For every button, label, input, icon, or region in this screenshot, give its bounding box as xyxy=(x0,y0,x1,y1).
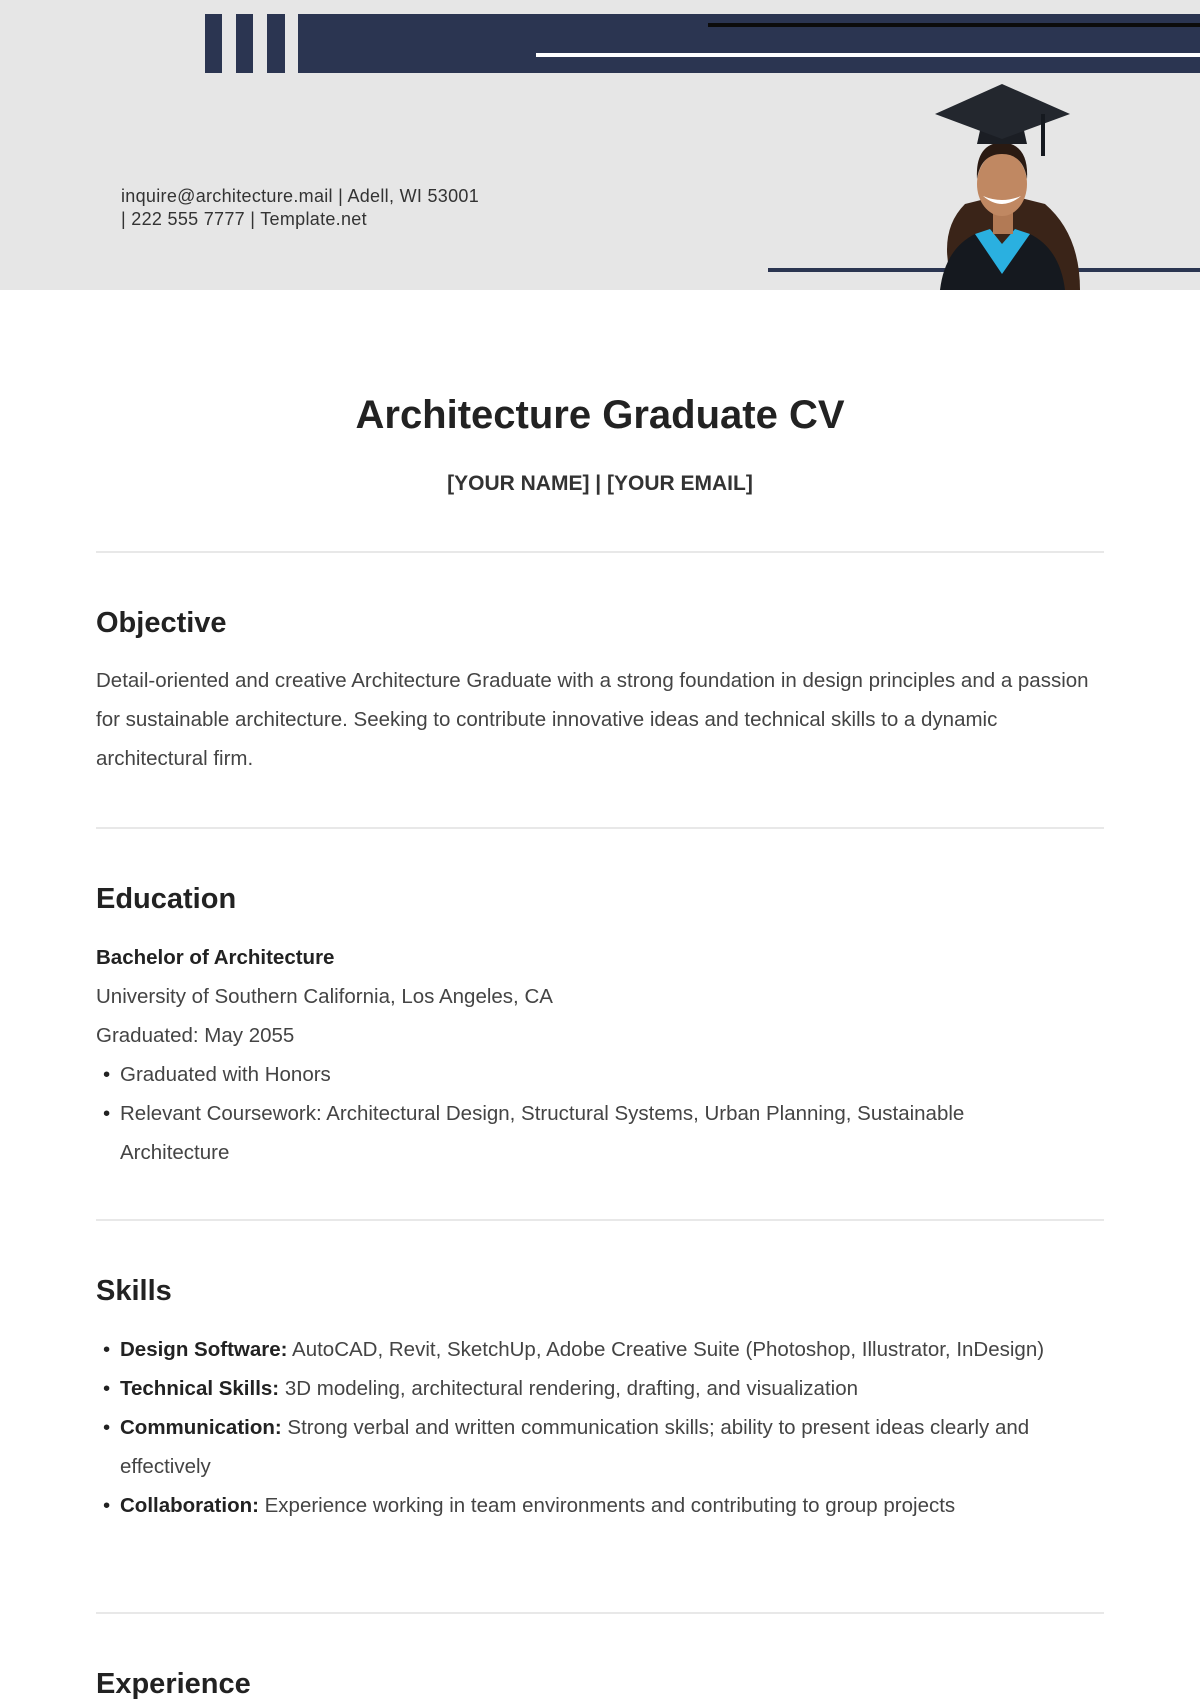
decorative-bar xyxy=(267,14,285,73)
objective-text: Detail-oriented and creative Architecture Graduate with a strong foundation in design principles and a passion for sustainable architecture. Seeking to contribute innovative ideas and technical skills to a dynamic architectural firm. xyxy=(96,669,1089,770)
divider xyxy=(96,827,1104,829)
decorative-bar xyxy=(205,14,222,73)
divider xyxy=(96,551,1104,553)
skill-text: 3D modeling, architectural rendering, drafting, and visualization xyxy=(279,1377,859,1400)
graduation-date: Graduated: May 2055 xyxy=(96,1024,295,1047)
contact-info xyxy=(121,185,479,231)
section-heading: Experience xyxy=(96,1668,251,1700)
decorative-line xyxy=(536,53,1200,57)
name-email-placeholder: [YOUR NAME] | [YOUR EMAIL] xyxy=(447,472,753,495)
skill-label: Communication: xyxy=(120,1416,282,1439)
list-item: • Relevant Coursework: Architectural Design, Structural Systems, Urban Planning, Sustainable Architecture xyxy=(96,1094,1104,1172)
divider xyxy=(96,1219,1104,1221)
header-banner xyxy=(0,0,1200,290)
education-section xyxy=(96,882,1104,1172)
section-heading: Skills xyxy=(96,1275,172,1307)
section-heading: Education xyxy=(96,883,237,915)
page-title: Architecture Graduate CV xyxy=(355,393,845,437)
skill-label: Design Software: xyxy=(120,1338,288,1361)
divider xyxy=(96,1612,1104,1614)
list-item xyxy=(96,1486,1084,1525)
graduate-photo xyxy=(895,84,1110,290)
decorative-line xyxy=(708,23,1200,27)
section-heading: Objective xyxy=(96,607,227,639)
degree: Bachelor of Architecture xyxy=(96,946,335,969)
skill-label: Technical Skills: xyxy=(120,1377,280,1400)
skill-text: Strong verbal and written communication skills; ability to present ideas clearly and effectively xyxy=(120,1416,1030,1478)
list-item xyxy=(96,1408,1084,1486)
contact-line: | 222 555 7777 | Template.net xyxy=(121,209,367,229)
skill-label: Collaboration: xyxy=(120,1494,259,1517)
skills-section xyxy=(96,1274,1104,1525)
education-bullets xyxy=(96,1055,1104,1172)
skill-text: Experience working in team environments and contributing to group projects xyxy=(258,1494,956,1517)
list-item: • Graduated with Honors xyxy=(96,1055,1104,1094)
list-item xyxy=(96,1330,1084,1369)
decorative-bar xyxy=(236,14,253,73)
objective-section xyxy=(96,606,1104,778)
experience-section xyxy=(96,1667,1104,1701)
skills-list xyxy=(96,1330,1104,1525)
list-item xyxy=(96,1369,1084,1408)
school: University of Southern California, Los Angeles, CA xyxy=(96,985,553,1008)
contact-line: inquire@architecture.mail | Adell, WI 53001 xyxy=(121,186,480,206)
skill-text: AutoCAD, Revit, SketchUp, Adobe Creative Suite (Photoshop, Illustrator, InDesign) xyxy=(287,1338,1045,1361)
